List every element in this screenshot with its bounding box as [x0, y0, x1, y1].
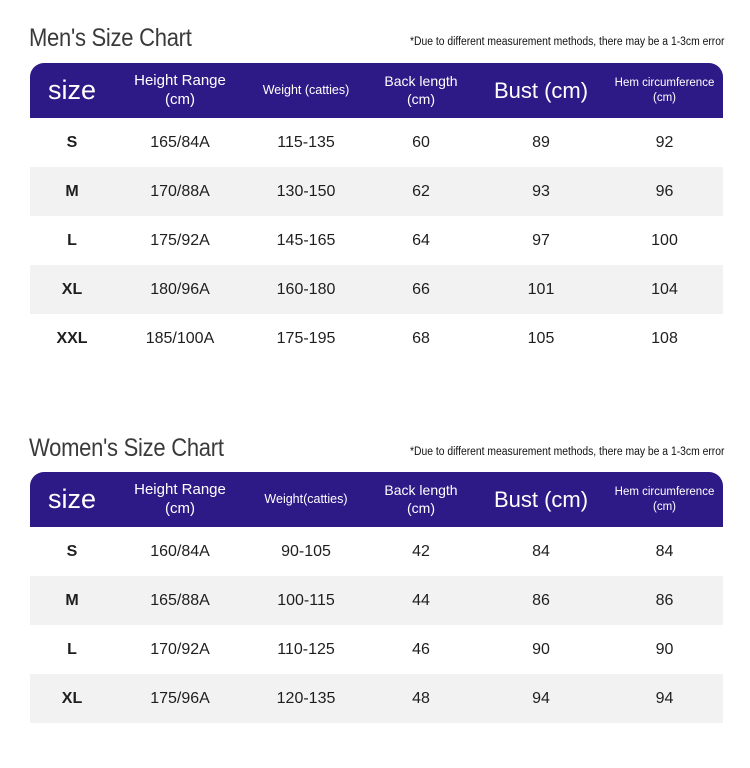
- men-header-height: Height Range (cm): [114, 63, 246, 118]
- size-cell: M: [30, 576, 114, 625]
- size-cell: XL: [30, 674, 114, 723]
- table-row: [30, 527, 723, 576]
- hem-cell: 100: [606, 216, 723, 265]
- height-cell: 160/84A: [114, 527, 246, 576]
- size-cell: L: [30, 625, 114, 674]
- height-cell: 185/100A: [114, 314, 246, 363]
- bust-cell: 105: [476, 314, 606, 363]
- height-cell: 170/88A: [114, 167, 246, 216]
- weight-cell: 115-135: [246, 118, 366, 167]
- table-row: [30, 625, 723, 674]
- women-size-table: [30, 472, 723, 723]
- weight-cell: 160-180: [246, 265, 366, 314]
- height-cell: 180/96A: [114, 265, 246, 314]
- table-row: [30, 265, 723, 314]
- women-chart-title: Women's Size Chart: [29, 434, 224, 462]
- size-cell: S: [30, 527, 114, 576]
- weight-cell: 120-135: [246, 674, 366, 723]
- table-row: [30, 674, 723, 723]
- weight-cell: 145-165: [246, 216, 366, 265]
- women-header-hem: Hem circumference (cm): [606, 472, 723, 527]
- hem-cell: 94: [606, 674, 723, 723]
- hem-cell: 86: [606, 576, 723, 625]
- table-row: [30, 314, 723, 363]
- bust-cell: 84: [476, 527, 606, 576]
- women-header-bust: Bust (cm): [476, 472, 606, 527]
- size-cell: S: [30, 118, 114, 167]
- size-cell: XL: [30, 265, 114, 314]
- back-length-cell: 68: [366, 314, 476, 363]
- weight-cell: 100-115: [246, 576, 366, 625]
- men-header-size: size: [30, 63, 114, 118]
- women-measurement-note: *Due to different measurement methods, there may be a 1-3cm error: [409, 446, 724, 458]
- women-size-chart: [0, 432, 750, 707]
- men-measurement-note: *Due to different measurement methods, there may be a 1-3cm error: [409, 36, 724, 48]
- men-size-table: [30, 63, 723, 363]
- back-length-cell: 66: [366, 265, 476, 314]
- height-cell: 170/92A: [114, 625, 246, 674]
- back-length-cell: 44: [366, 576, 476, 625]
- bust-cell: 97: [476, 216, 606, 265]
- back-length-cell: 60: [366, 118, 476, 167]
- height-cell: 175/92A: [114, 216, 246, 265]
- hem-cell: 96: [606, 167, 723, 216]
- men-header-back-length: Back length (cm): [366, 63, 476, 118]
- hem-cell: 92: [606, 118, 723, 167]
- women-header-back-length: Back length (cm): [366, 472, 476, 527]
- hem-cell: 84: [606, 527, 723, 576]
- women-header-height: Height Range (cm): [114, 472, 246, 527]
- men-size-chart: [0, 22, 750, 347]
- men-chart-title: Men's Size Chart: [29, 24, 192, 52]
- bust-cell: 93: [476, 167, 606, 216]
- weight-cell: 90-105: [246, 527, 366, 576]
- back-length-cell: 62: [366, 167, 476, 216]
- women-header-size: size: [30, 472, 114, 527]
- bust-cell: 89: [476, 118, 606, 167]
- women-header-weight: Weight(catties): [246, 472, 366, 527]
- weight-cell: 175-195: [246, 314, 366, 363]
- size-cell: L: [30, 216, 114, 265]
- men-header-weight: Weight (catties): [246, 63, 366, 118]
- women-header-row: [30, 472, 723, 527]
- size-cell: XXL: [30, 314, 114, 363]
- table-row: [30, 167, 723, 216]
- hem-cell: 90: [606, 625, 723, 674]
- men-header-row: [30, 63, 723, 118]
- men-title-row: [0, 22, 750, 62]
- back-length-cell: 64: [366, 216, 476, 265]
- back-length-cell: 46: [366, 625, 476, 674]
- men-header-hem: Hem circumference (cm): [606, 63, 723, 118]
- bust-cell: 86: [476, 576, 606, 625]
- bust-cell: 101: [476, 265, 606, 314]
- men-header-bust: Bust (cm): [476, 63, 606, 118]
- height-cell: 165/88A: [114, 576, 246, 625]
- height-cell: 175/96A: [114, 674, 246, 723]
- table-row: [30, 118, 723, 167]
- height-cell: 165/84A: [114, 118, 246, 167]
- table-row: [30, 216, 723, 265]
- bust-cell: 94: [476, 674, 606, 723]
- women-title-row: [0, 432, 750, 472]
- table-row: [30, 576, 723, 625]
- bust-cell: 90: [476, 625, 606, 674]
- back-length-cell: 48: [366, 674, 476, 723]
- back-length-cell: 42: [366, 527, 476, 576]
- hem-cell: 108: [606, 314, 723, 363]
- hem-cell: 104: [606, 265, 723, 314]
- weight-cell: 130-150: [246, 167, 366, 216]
- weight-cell: 110-125: [246, 625, 366, 674]
- size-cell: M: [30, 167, 114, 216]
